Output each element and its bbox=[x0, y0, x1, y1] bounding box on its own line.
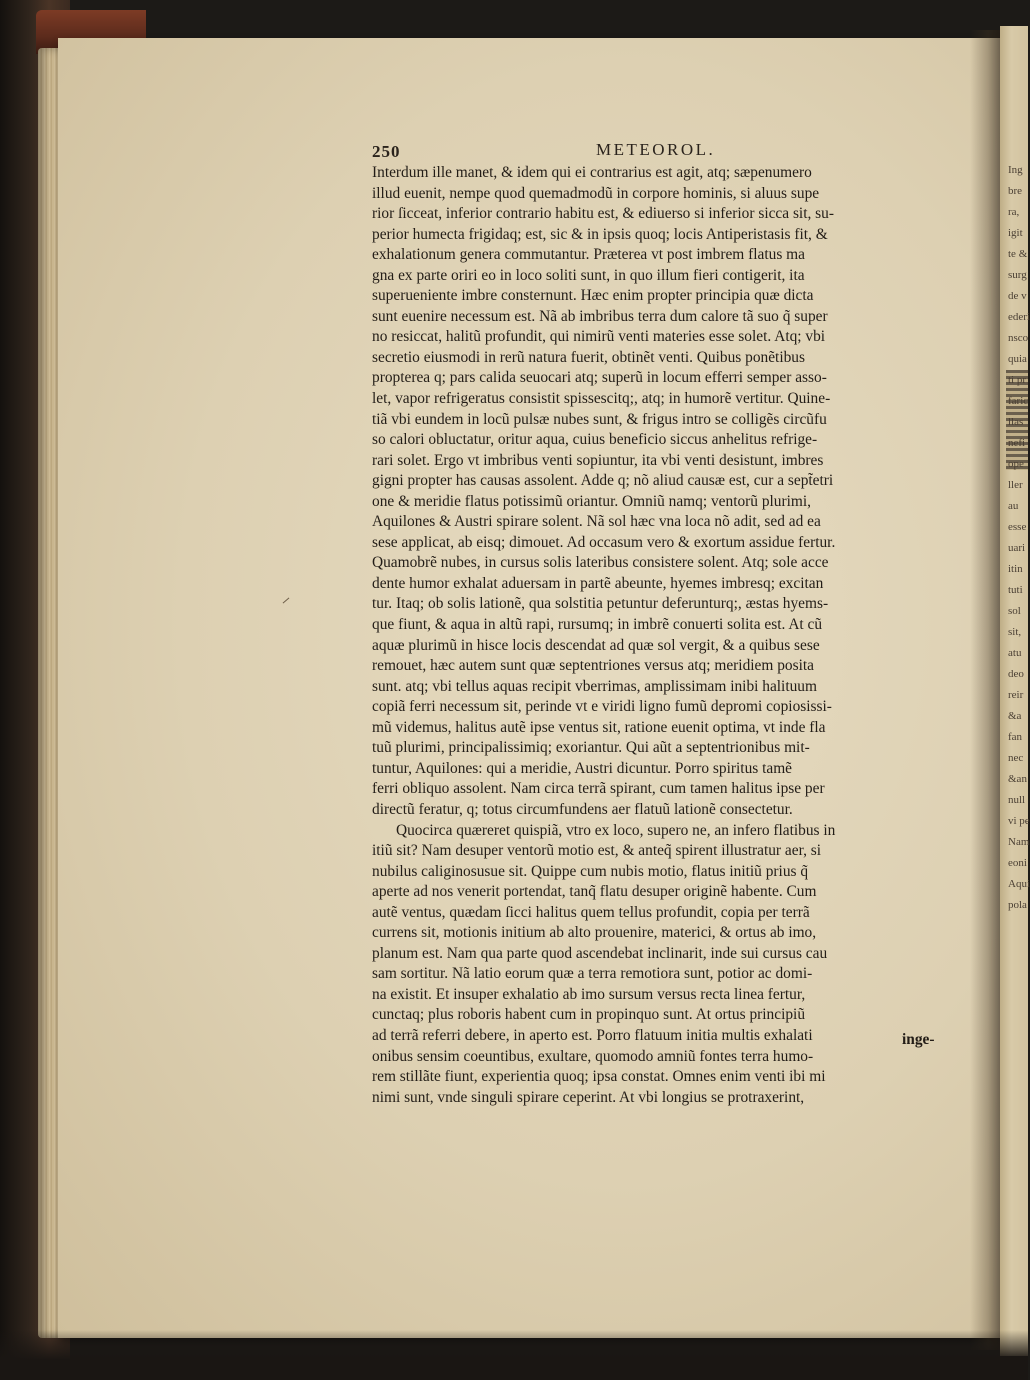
bottom-shadow bbox=[0, 1330, 1028, 1380]
facing-text-fragment: &a bbox=[1008, 710, 1022, 722]
text-line: Aquilones & Austri spirare solent. Nã sol hæc vna loca nõ adit, sed ad ea bbox=[372, 513, 821, 531]
text-line: nimi sunt, vnde singuli spirare ceperint. At vbi longius se protraxerint, bbox=[372, 1088, 805, 1106]
text-line: remouet, hæc autem sunt quæ septentriones versus atq; meridiem posita bbox=[372, 657, 814, 675]
text-line: tuũ plurimi, principalissimiq; exoriantur. Qui aũt a septentrionibus mit- bbox=[372, 739, 810, 757]
text-line: ferri obliquo assolent. Nam circa terrã spirant, cum tamen halitus ipse per bbox=[372, 780, 825, 798]
facing-text-fragment: ederi bbox=[1008, 311, 1030, 323]
text-line: aperte ad nos venerit portendat, tanq̃ flatu desuper originẽ habente. Cum bbox=[372, 883, 817, 901]
facing-text-fragment: itin bbox=[1008, 563, 1023, 575]
text-line: planum est. Nam qua parte quod ascendebat inclinarit, inde sui cursus cau bbox=[372, 944, 828, 962]
text-line: ad terrã referri debere, in aperto est. Porro flatuum initia multis exhalati bbox=[372, 1026, 813, 1044]
facing-text-fragment: fan bbox=[1008, 731, 1023, 743]
text-line: gna ex parte oriri eo in loco soliti sunt, in quo illum fieri contigerit, ita bbox=[372, 266, 805, 284]
facing-text-fragment: quia bbox=[1008, 353, 1027, 365]
facing-text-fragment: ller bbox=[1008, 479, 1023, 491]
catchword: inge- bbox=[902, 1031, 935, 1048]
facing-text-fragment: &an bbox=[1008, 773, 1027, 785]
facing-text-fragment: atu bbox=[1008, 647, 1022, 659]
text-line: no resiccat, halitũ profundit, qui nimirũ venti materies esse solet. Atq; vbi bbox=[372, 328, 826, 346]
text-line: exhalationum genera commutantur. Præterea vt post imbrem flatus ma bbox=[372, 246, 805, 264]
facing-text-fragment: nefi bbox=[1008, 437, 1026, 449]
text-line: currens sit, motionis initium ab alto prouenire, materici, & ortus ab imo, bbox=[372, 924, 817, 942]
facing-text-fragment: bre bbox=[1008, 185, 1023, 197]
facing-text-fragment: nec bbox=[1008, 752, 1024, 764]
text-line: rari solet. Ergo vt imbribus venti sopiuntur, ita vbi venti desistunt, imbres bbox=[372, 451, 824, 469]
body-text bbox=[372, 163, 958, 1108]
facing-text-fragment: sit, bbox=[1008, 626, 1022, 638]
text-line: itiũ sit? Nam desuper ventorũ motio est, & anteq̃ spirent illustratur aer, si bbox=[372, 842, 822, 860]
facing-text-fragment: eoni bbox=[1008, 857, 1027, 869]
running-title: METEOROL. bbox=[596, 140, 716, 159]
facing-text-fragment: Nam bbox=[1008, 836, 1030, 848]
text-line: let, vapor refrigeratus consistit spissescitq;, atq; in humorẽ vertitur. Quine- bbox=[372, 390, 831, 408]
text-line: Interdum ille manet, & idem qui ei contrarius est agit, atq; sæpenumero bbox=[372, 164, 812, 181]
page-number: 250 bbox=[372, 142, 401, 161]
facing-text-fragment: uari bbox=[1008, 542, 1026, 554]
text-line: one & meridie flatus potissimũ oriantur. Omniũ namq; ventorũ plurimi, bbox=[372, 492, 812, 510]
text-line: perior humecta frigidaq; est, sic & in ipsis quoq; locis Antiperistasis fit, & bbox=[372, 225, 828, 243]
facing-text-fragment: null bbox=[1008, 794, 1026, 806]
text-line: nubilus caliginosusue sit. Quippe cum nubis motio, flatus initiũ prius q̃ bbox=[372, 862, 809, 880]
text-line: rior ſicceat, inferior contrario habitu est, & ediuerso si inferior sicca sit, su- bbox=[372, 205, 834, 223]
facing-text-fragment: reir bbox=[1008, 689, 1024, 701]
facing-text-fragment: ra, bbox=[1008, 206, 1020, 218]
facing-text-fragment: te & bbox=[1008, 248, 1028, 260]
facing-text-fragment: surg bbox=[1008, 269, 1027, 281]
facing-text-fragment: esse bbox=[1008, 521, 1027, 533]
text-line: Quamobrẽ nubes, in cursus solis lateribus consistere solent. Atq; sole acce bbox=[372, 554, 829, 572]
text-line: tur. Itaq; ob solis lationẽ, qua solstitia petuntur deferunturq;, æstas hyems- bbox=[372, 595, 829, 613]
text-line: sese applicat, ab eisq; dimouet. Ad occasum vero & exortum assidue fertur. bbox=[372, 533, 836, 551]
text-line: na existit. Et insuper exhalatio ab imo sursum versus recta linea fertur, bbox=[372, 985, 806, 1003]
text-line: sam sortitur. Nã latio eorum quæ a terra remotiora sunt, potior ac domi- bbox=[372, 965, 813, 983]
facing-text-fragment: igit bbox=[1008, 227, 1023, 239]
facing-text-fragment: deo bbox=[1008, 668, 1024, 680]
text-line: gigni propter has causas assolent. Adde q; nõ aliud causæ est, cur a sept̃etri bbox=[372, 472, 834, 490]
facing-text-fragment: Aqui bbox=[1008, 878, 1030, 890]
facing-text-fragment: sol bbox=[1008, 605, 1021, 617]
page-gutter-shadow bbox=[970, 30, 1000, 1350]
facing-text-fragment: ope bbox=[1008, 458, 1024, 470]
facing-text-fragment: faric bbox=[1008, 395, 1029, 407]
text-line: rem stillãte fiunt, experientia quoq; ipsa constat. Omnes enim venti ibi mi bbox=[372, 1068, 826, 1086]
text-line: directũ feratur, q; totus circumfundens aer flatuũ lationẽ consectetur. bbox=[372, 800, 793, 818]
facing-text-fragment: Ing bbox=[1008, 164, 1023, 176]
text-line: que fiunt, & aqua in altũ rapi, rursumq; in imbrẽ conuerti solita est. At cũ bbox=[372, 616, 823, 634]
text-line: secretio eiusmodi in rerũ natura fuerit, obtinẽt venti. Quibus ponẽtibus bbox=[372, 348, 805, 366]
text-line: superueniente imbre consternunt. Hæc enim propter principia quæ dicta bbox=[372, 287, 814, 305]
facing-text-fragment: tuti bbox=[1008, 584, 1023, 596]
facing-text-fragment: de v bbox=[1008, 290, 1027, 302]
text-line: Quocirca quæreret quispiã, vtro ex loco, supero ne, an infero flatibus in bbox=[396, 821, 836, 839]
text-line: tiã vbi eundem in locũ pulsæ nubes sunt, & frigus intro se colligẽs circũfu bbox=[372, 410, 827, 428]
text-line: onibus sensim coeuntibus, exultare, quomodo amniũ fontes terra humo- bbox=[372, 1047, 814, 1065]
text-line: dente humor exhalat aduersam in partẽ abeunte, hyemes imbresq; excitan bbox=[372, 574, 824, 592]
text-line: mũ videmus, halitus autẽ ipse ventus sit, ratione euenit optima, vt inde fla bbox=[372, 718, 826, 736]
text-line: aquæ plurimũ in hisce locis descendat ad quæ sol vergit, & a quibus sese bbox=[372, 636, 820, 654]
text-line: sunt euenire necessum est. Nã ab imbribus terra dum calore tã suo q̃ super bbox=[372, 307, 828, 325]
facing-text-fragment: nsco bbox=[1008, 332, 1029, 344]
text-line: tuntur, Aquilones: qui a meridie, Austri dicuntur. Porro spiritus tamẽ bbox=[372, 759, 793, 777]
text-line: cunctaq; plus roboris habent cum in propinquo sunt. At ortus principiũ bbox=[372, 1006, 806, 1024]
facing-text-fragment: au bbox=[1008, 500, 1019, 512]
text-line: so calori obluctatur, oritur aqua, cuius beneficio siccus anhelitus refrige- bbox=[372, 431, 818, 449]
text-line: autẽ ventus, quædam ſicci halitus quem tellus profundit, copia per terrã bbox=[372, 903, 810, 921]
text-line: copiã ferri necessum sit, perinde vt e viridi ligno fumũ depromi copiosissi- bbox=[372, 698, 832, 716]
facing-text-fragment: ti pr bbox=[1008, 374, 1027, 386]
facing-page-text bbox=[1008, 160, 1030, 911]
text-line: illud euenit, nempe quod quemadmodũ in corpore hominis, si aluus supe bbox=[372, 184, 820, 202]
text-line: propterea q; pars calida seuocari atq; superũ in locum efferri semper asso- bbox=[372, 369, 827, 387]
facing-text-fragment: llas bbox=[1008, 416, 1024, 428]
text-line: sunt. atq; vbi tellus aquas recipit vberrimas, amplissimam inibi halituum bbox=[372, 677, 817, 695]
facing-text-fragment: vi pe bbox=[1008, 815, 1030, 827]
facing-text-fragment: pola bbox=[1008, 899, 1027, 911]
